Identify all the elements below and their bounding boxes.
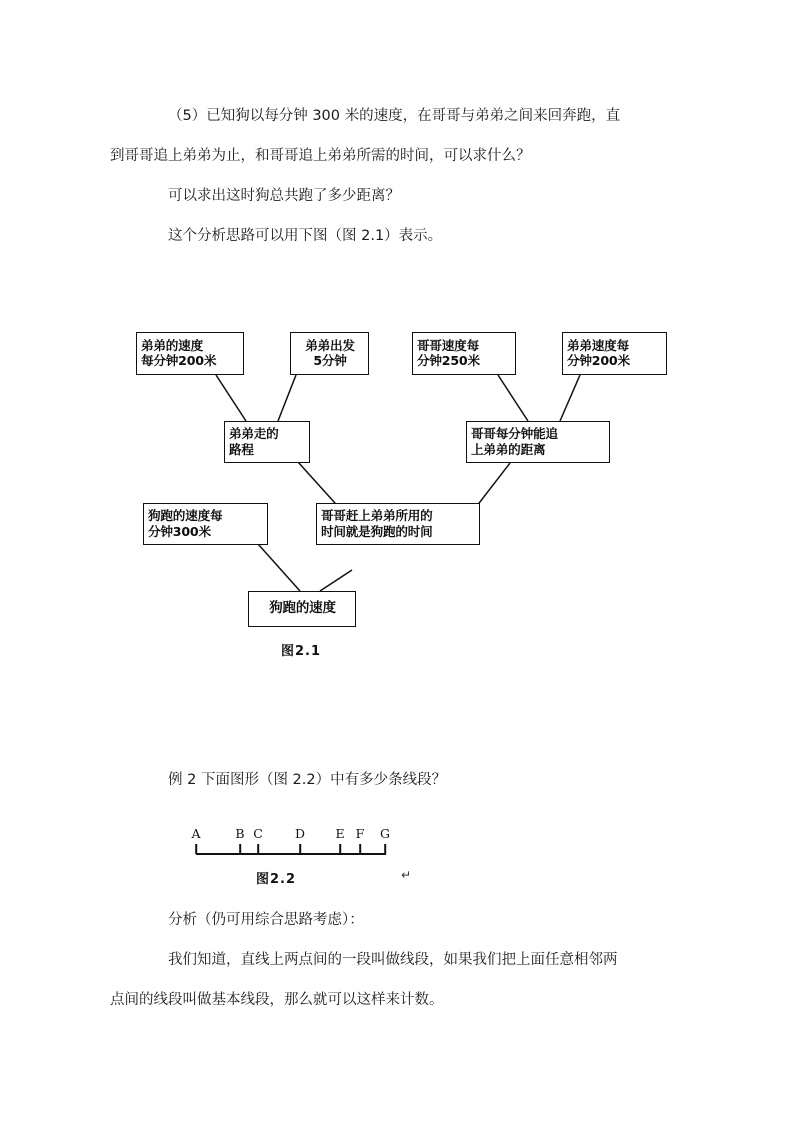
figure-box-gege-speed — [412, 332, 516, 375]
figure-box-didi-speed-2-line2: 分钟200米 — [567, 353, 630, 368]
figure-box-gap-per-minute — [466, 421, 610, 463]
figure-box-gege-speed-line2: 分钟250米 — [417, 353, 480, 368]
paragraph-1-line-1: （5）已知狗以每分钟 300 米的速度，在哥哥与弟弟之间来回奔跑，直 — [168, 108, 621, 124]
figure-box-didi-departure-line2: 5分钟 — [313, 353, 347, 368]
segment-tick-b — [239, 844, 241, 854]
figure-box-catchup-time-line2: 时间就是狗跑的时间 — [321, 523, 433, 539]
segment-label-a: A — [191, 826, 201, 841]
figure-2-2 — [186, 826, 401, 872]
paragraph-example-2: 例 2 下面图形（图 2.2）中有多少条线段？ — [168, 772, 447, 788]
figure-box-didi-departure-line1: 弟弟出发 — [305, 337, 355, 353]
figure-box-didi-speed-line1: 弟弟的速度 — [141, 337, 203, 353]
segment-baseline — [196, 853, 386, 855]
figure-box-didi-speed-2-line1: 弟弟速度每 — [567, 337, 629, 353]
figure-box-didi-speed-line2: 每分钟200米 — [141, 353, 217, 368]
figure-box-dog-speed-value-line2: 分钟300米 — [148, 523, 211, 539]
paragraph-6-line-1: 我们知道，直线上两点间的一段叫做线段，如果我们把上面任意相邻两 — [168, 952, 618, 968]
figure-box-catchup-time-line1: 哥哥赶上弟弟所用的 — [321, 508, 433, 523]
figure-2-2-caption: 图2.2 — [256, 872, 297, 887]
figure-box-gege-speed-line1: 哥哥速度每 — [417, 337, 479, 353]
figure-box-didi-distance-line1: 弟弟走的 — [229, 426, 279, 441]
figure-box-gap-per-minute-line1: 哥哥每分钟能追 — [471, 426, 558, 441]
segment-label-c: C — [253, 826, 263, 841]
segment-label-f: F — [355, 826, 365, 841]
segment-tick-a — [195, 844, 197, 854]
figure-box-gap-per-minute-line2: 上弟弟的距离 — [471, 441, 546, 457]
paragraph-3: 这个分析思路可以用下图（图 2.1）表示。 — [168, 228, 443, 244]
segment-tick-e — [339, 844, 341, 854]
figure-box-didi-speed — [136, 332, 244, 375]
segment-tick-d — [299, 844, 301, 854]
figure-box-dog-speed-result — [248, 591, 356, 627]
paragraph-5: 分析（仍可用综合思路考虑）： — [168, 912, 364, 928]
paragraph-6-line-2: 点间的线段叫做基本线段，那么就可以这样来计数。 — [110, 992, 444, 1008]
paragraph-block-example — [110, 760, 688, 800]
paragraph-2: 可以求出这时狗总共跑了多少距离？ — [168, 188, 400, 204]
segment-label-e: E — [335, 826, 345, 841]
paragraph-block-bottom — [110, 900, 688, 1020]
figure-box-catchup-time — [316, 503, 480, 545]
segment-label-g: G — [380, 826, 390, 841]
figure-box-dog-speed-value — [143, 503, 268, 545]
segment-tick-c — [257, 844, 259, 854]
paragraph-1-line-2: 到哥哥追上弟弟为止，和哥哥追上弟弟所需的时间，可以求什么？ — [110, 148, 531, 164]
segment-label-b: B — [235, 826, 245, 841]
figure-box-dog-speed-result-line1: 狗跑的速度 — [269, 599, 336, 616]
segment-tick-g — [384, 844, 386, 854]
figure-box-didi-distance-line2: 路程 — [229, 441, 254, 457]
segment-tick-f — [359, 844, 361, 854]
figure-2-1-caption: 图2.1 — [281, 644, 322, 659]
figure-box-didi-speed-2 — [562, 332, 667, 375]
segment-label-d: D — [294, 826, 306, 841]
figure-box-dog-speed-value-line1: 狗跑的速度每 — [148, 508, 223, 523]
paragraph-mark-icon: ↵ — [401, 868, 412, 882]
figure-box-didi-distance — [224, 421, 310, 463]
figure-box-didi-departure — [290, 332, 369, 375]
paragraph-block-top — [110, 96, 688, 256]
